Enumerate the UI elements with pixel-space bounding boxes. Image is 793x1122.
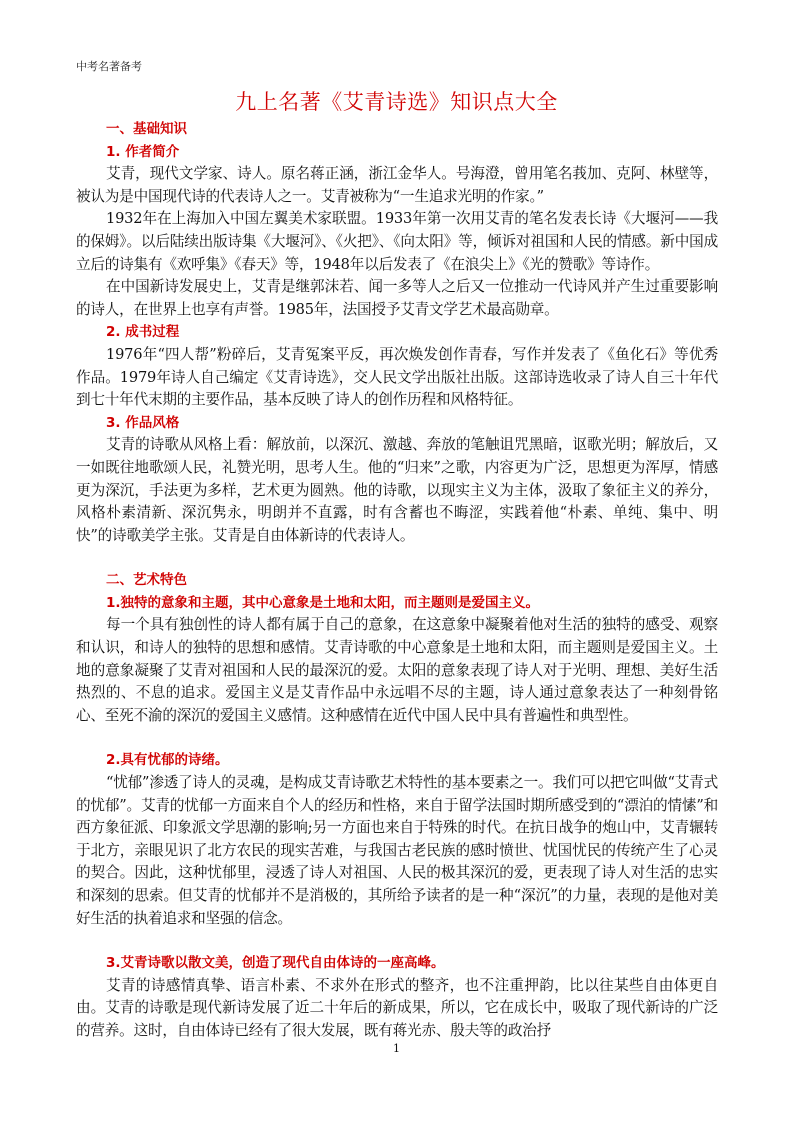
paragraph: 1976年“四人帮”粉碎后，艾青冤案平反，再次焕发创作青春，写作并发表了《鱼化石》等优秀作品。1979年诗人自己编定《艾青诗选》，交人民文学出版社出版。这部诗选收录了诗人自三十年代到七十年代末期的主要作品，基本反映了诗人的创作历程和风格特征。 xyxy=(76,345,718,409)
paragraph: 艾青，现代文学家、诗人。原名蒋正涵，浙江金华人。号海澄，曾用笔名莪加、克阿、林壁等，被认为是中国现代诗的代表诗人之一。艾青被称为“一生追求光明的作家。” xyxy=(76,165,718,205)
subheading-melancholy: 2.具有忧郁的诗绪。 xyxy=(106,752,229,769)
section-heading-art-features: 二、艺术特色 xyxy=(106,572,187,589)
paragraph: 1932年在上海加入中国左翼美术家联盟。1933年第一次用艾青的笔名发表长诗《大堰河——我的保姆》。以后陆续出版诗集《大堰河》、《火把》、《向太阳》等，倾诉对祖国和人民的情感。新中国成立后的诗集有《欢呼集》《春天》等，1948年以后发表了《在浪尖上》《光的赞歌》等诗作。 xyxy=(76,210,718,273)
subheading-prose-beauty: 3.艾青诗歌以散文美，创造了现代自由体诗的一座高峰。 xyxy=(106,955,445,972)
subheading-style: 3. 作品风格 xyxy=(106,414,180,431)
spacer xyxy=(76,930,718,952)
page-number: 1 xyxy=(393,1042,400,1055)
paragraph: 每一个具有独创性的诗人都有属于自己的意象，在这意象中凝聚着他对生活的独特的感受、观察和认识，和诗人的独特的思想和感情。艾青诗歌的中心意象是土地和太阳，而主题则是爱国主义。土地的意象凝聚了艾青对祖国和人民的最深沉的爱。太阳的意象表现了诗人对于光明、理想、美好生活热烈的、不息的追求。爱国主义是艾青作品中永远唱不尽的主题，诗人通过意象表达了一种刻骨铭心、至死不渝的深沉的爱国主义感情。这种感情在近代中国人民中具有普遍性和典型性。 xyxy=(76,616,718,724)
header-label: 中考名著备考 xyxy=(76,60,142,73)
spacer xyxy=(76,547,718,569)
page-title: 九上名著《艾青诗选》知识点大全 xyxy=(235,90,558,114)
subheading-imagery-theme: 1.独特的意象和主题，其中心意象是土地和太阳，而主题则是爱国主义。 xyxy=(106,594,540,611)
document-body xyxy=(76,118,718,1043)
paragraph: 艾青的诗歌从风格上看：解放前，以深沉、激越、奔放的笔触诅咒黑暗，讴歌光明；解放后，又一如既往地歌颂人民，礼赞光明，思考人生。他的“归来”之歌，内容更为广泛，思想更为浑厚，情感更为深沉，手法更为多样，艺术更为圆熟。他的诗歌，以现实主义为主体，汲取了象征主义的养分，风格朴素清新、深沉隽永，明朗并不直露，时有含蓄也不晦涩，实践着他“朴素、单纯、集中、明快”的诗歌美学主张。艾青是自由体新诗的代表诗人。 xyxy=(76,436,718,544)
spacer xyxy=(76,727,718,749)
section-heading-basics: 一、基础知识 xyxy=(106,121,187,137)
subheading-author-intro: 1. 作者简介 xyxy=(106,143,180,160)
paragraph: “忧郁”渗透了诗人的灵魂，是构成艾青诗歌艺术特性的基本要素之一。我们可以把它叫做“艾青式的忧郁”。艾青的忧郁一方面来自个人的经历和性格，来自于留学法国时期所感受到的“漂泊的情愫”和西方象征派、印象派文学思潮的影响;另一方面也来自于特殊的时代。在抗日战争的炮山中，艾青辗转于北方，亲眼见识了北方农民的现实苦难，与我国古老民族的感时愤世、忧国忧民的传统产生了心灵的契合。因此，这种忧郁里，浸透了诗人对祖国、人民的极其深沉的爱，更表现了诗人对生活的忠实和深刻的思索。但艾青的忧郁并不是消极的，其所给予读者的是一种“深沉”的力量，表现的是他对美好生活的执着追求和坚强的信念。 xyxy=(76,774,718,927)
paragraph: 艾青的诗感情真挚、语言朴素、不求外在形式的整齐，也不注重押韵，比以往某些自由体更自由。艾青的诗歌是现代新诗发展了近二十年后的新成果，所以，它在成长中，吸取了现代新诗的广泛的营养。这时，自由体诗已经有了很大发展，既有蒋光赤、殷夫等的政治抒 xyxy=(76,976,718,1039)
paragraph: 在中国新诗发展史上，艾青是继郭沫若、闻一多等人之后又一位推动一代诗风并产生过重要影响的诗人，在世界上也享有声誉。1985年，法国授予艾青文学艺术最高勋章。 xyxy=(76,278,718,318)
subheading-writing-process: 2. 成书过程 xyxy=(106,324,180,341)
